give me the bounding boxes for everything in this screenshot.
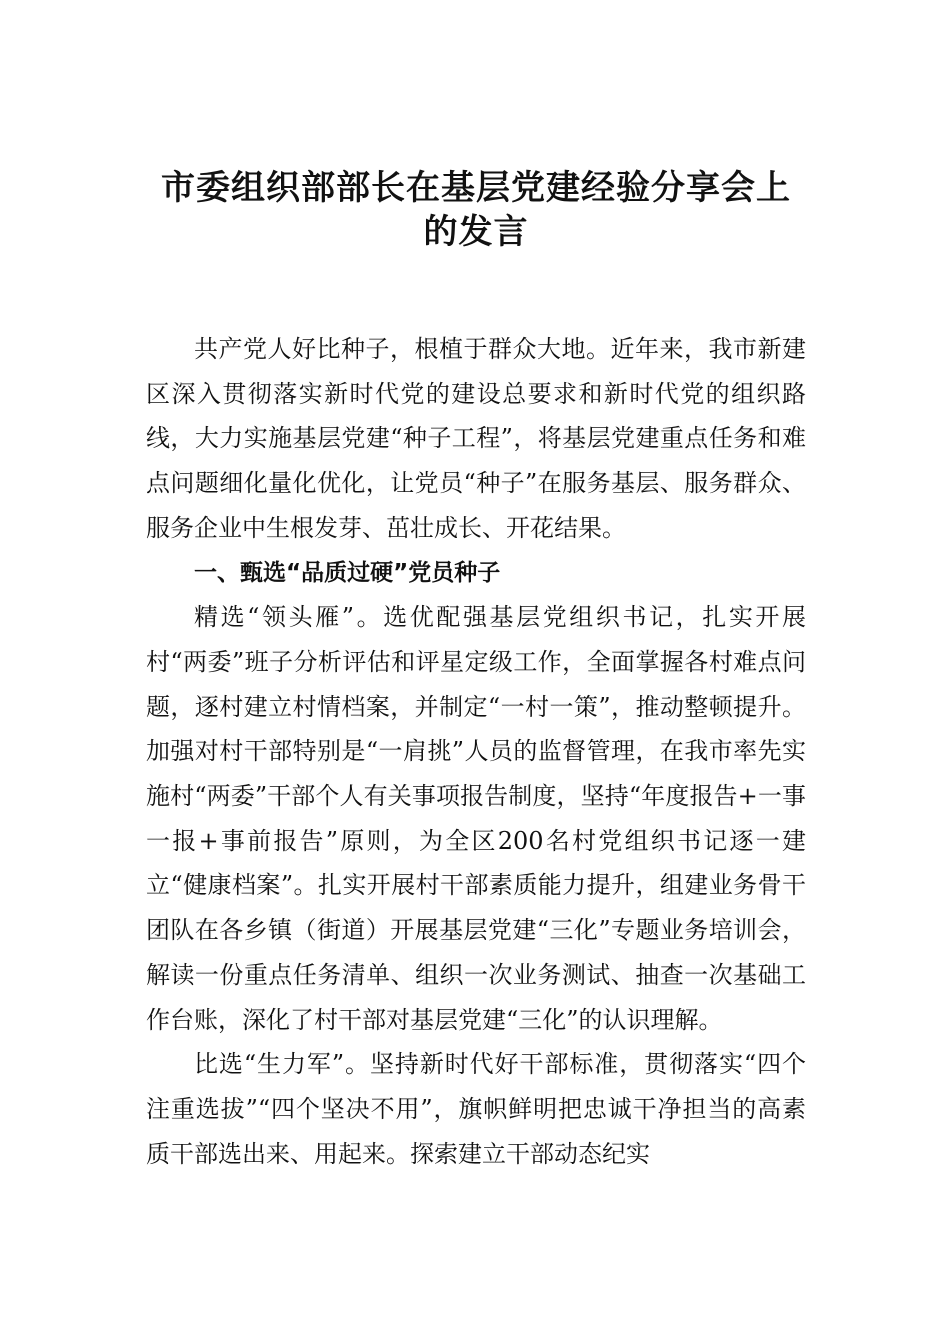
document-title-line-1: 市委组织部部长在基层党建经验分享会上: [161, 168, 791, 208]
paragraph-intro: 共产党人好比种子，根植于群众大地。近年来，我市新建区深入贯彻落实新时代党的建设总要求和新时代党的组织路线，大力实施基层党建“种子工程”，将基层党建重点任务和难点问题细化量化优化，让党员“种子”在服务基层、服务群众、服务企业中生根发芽、茁壮成长、开花结果。: [146, 335, 806, 542]
document-body: [146, 327, 806, 1176]
section-heading-1: 一、甄选“品质过硬”党员种子: [194, 559, 501, 586]
document-title-line-2: 的发言: [423, 212, 529, 252]
paragraph-lingtouyan: 精选“领头雁”。选优配强基层党组织书记，扎实开展村“两委”班子分析评估和评星定级工作，全面掌握各村难点问题，逐村建立村情档案，并制定“一村一策”，推动整顿提升。加强对村干部特别是“一肩挑”人员的监督管理，在我市率先实施村“两委”干部个人有关事项报告制度，坚持“年度报告+一事一报+事前报告”原则，为全区200名村党组织书记逐一建立“健康档案”。扎实开展村干部素质能力提升，组建业务骨干团队在各乡镇（街道）开展基层党建“三化”专题业务培训会，解读一份重点任务清单、组织一次业务测试、抽查一次基础工作台账，深化了村干部对基层党建“三化”的认识理解。: [146, 603, 806, 1034]
paragraph-shengliju: 比选“生力军”。坚持新时代好干部标准，贯彻落实“四个注重选拔”“四个坚决不用”，旗帜鲜明把忠诚干净担当的高素质干部选出来、用起来。探索建立干部动态纪实: [146, 1050, 806, 1168]
